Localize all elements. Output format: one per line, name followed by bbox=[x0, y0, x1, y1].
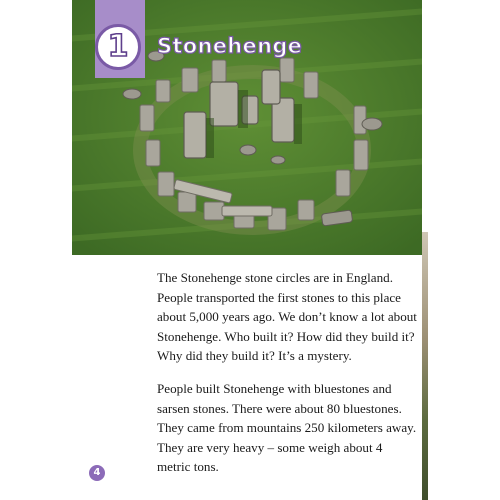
chapter-number: 1 bbox=[107, 29, 129, 64]
paragraph-1: The Stonehenge stone circles are in England. People transported the first stones to this place about 5,000 years ago. We don’t know a lot about Stonehenge. Who built it? How did they build it? Why did they build it? It’s a mystery. bbox=[157, 270, 417, 364]
body-text bbox=[157, 268, 419, 490]
chapter-number-badge bbox=[95, 24, 141, 70]
page-number: 4 bbox=[89, 465, 105, 481]
paragraph-2: People built Stonehenge with bluestones and sarsen stones. There were about 80 bluestones. They came from mountains 250 kilometers away. They are very heavy – some weigh about 4 metric tons. bbox=[157, 380, 417, 475]
chapter-title: Stonehenge bbox=[157, 34, 303, 58]
next-page-edge bbox=[422, 232, 428, 500]
